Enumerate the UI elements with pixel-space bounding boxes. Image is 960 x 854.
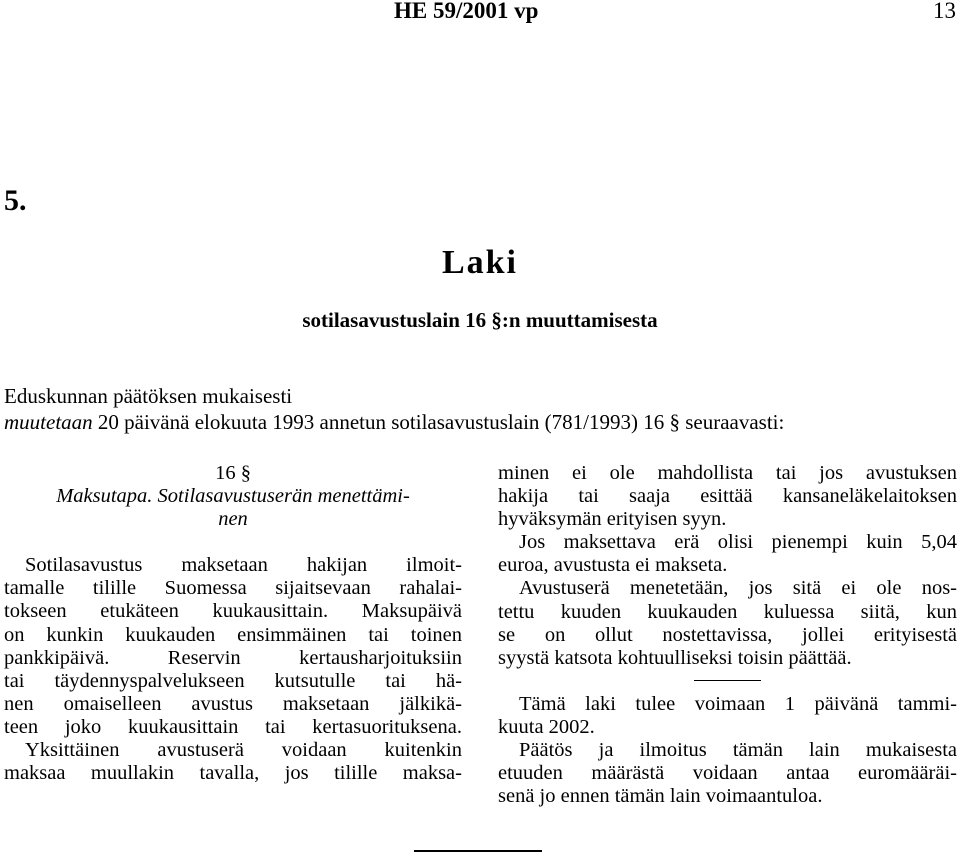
left-column xyxy=(4,462,462,785)
text-line: Avustuserä menetetään, jos sitä ei ole nos- xyxy=(519,577,957,600)
enacting-verb: muutetaan xyxy=(4,410,93,434)
text-line: Sotilasavustus maksetaan hakijan ilmoit- xyxy=(25,554,462,577)
paragraph-title xyxy=(4,485,462,531)
text-line: teen joko kuukausittain tai kertasuorituksena. xyxy=(4,715,462,738)
text-line: tokseen etukäteen kuukausittain. Maksupäivä xyxy=(4,600,462,623)
paragraph-title-continuation: nen xyxy=(218,508,248,531)
paragraph-heading: 16 § xyxy=(215,462,251,484)
document-id: HE 59/2001 vp xyxy=(394,0,539,23)
law-title: Laki xyxy=(441,244,519,281)
text-line: minen ei ole mahdollista tai jos avustuksen xyxy=(498,462,957,484)
paragraph-title-text: Sotilasavustuserän menettämi- xyxy=(152,485,410,508)
text-line: Tämä laki tulee voimaan 1 päivänä tammi- xyxy=(519,692,957,715)
bottom-rule xyxy=(414,850,542,852)
text-line: senä jo ennen tämän lain voimaantuloa. xyxy=(498,785,823,808)
text-line: tettu kuuden kuukauden kuluessa siitä, kun xyxy=(498,600,957,623)
text-line: hyväksymän erityisen syyn. xyxy=(498,508,727,531)
text-line: Yksittäinen avustuserä voidaan kuitenkin xyxy=(25,739,462,762)
law-subtitle: sotilasavustuslain 16 §:n muuttamisesta xyxy=(302,308,658,332)
text-line: hakija tai saaja esittää kansaneläkelaitoksen xyxy=(498,485,957,508)
text-line: tai täydennyspalvelukseen kutsutulle tai hä- xyxy=(4,669,462,692)
section-number: 5. xyxy=(4,184,27,217)
text-line: maksaa muullakin tavalla, jos tilille maksa- xyxy=(4,762,462,785)
enacting-clause-line-1: Eduskunnan päätöksen mukaisesti xyxy=(4,384,293,408)
enacting-clause-line-2 xyxy=(4,410,784,435)
text-line: pankkipäivä. Reservin kertausharjoituksiin xyxy=(4,646,462,669)
text-line: Jos maksettava erä olisi pienempi kuin 5,04 xyxy=(519,531,957,554)
enacting-clause-text: 20 päivänä elokuuta 1993 annetun sotilasavustuslain (781/1993) 16 § seuraavasti: xyxy=(92,410,785,434)
text-line: on kunkin kuukauden ensimmäinen tai toinen xyxy=(4,623,462,646)
text-line: syystä katsota kohtuulliseksi toisin päättää. xyxy=(498,646,852,669)
text-line: nen omaiselleen avustus maksetaan jälkikä- xyxy=(4,692,462,715)
text-line: Päätös ja ilmoitus tämän lain mukaisesta xyxy=(519,739,957,762)
text-line: tamalle tilille Suomessa sijaitsevaan rahalai- xyxy=(4,577,462,600)
text-line: euroa, avustusta ei makseta. xyxy=(498,554,728,577)
separator-rule xyxy=(694,680,761,681)
text-line: se on ollut nostettavissa, jollei erityisestä xyxy=(498,623,957,646)
page-number: 13 xyxy=(933,0,956,23)
right-column xyxy=(498,462,957,808)
text-line: kuuta 2002. xyxy=(498,715,595,738)
text-line: etuuden määrästä voidaan antaa euromääräi- xyxy=(498,762,957,785)
paragraph-title-italic: Maksutapa. xyxy=(56,485,153,508)
